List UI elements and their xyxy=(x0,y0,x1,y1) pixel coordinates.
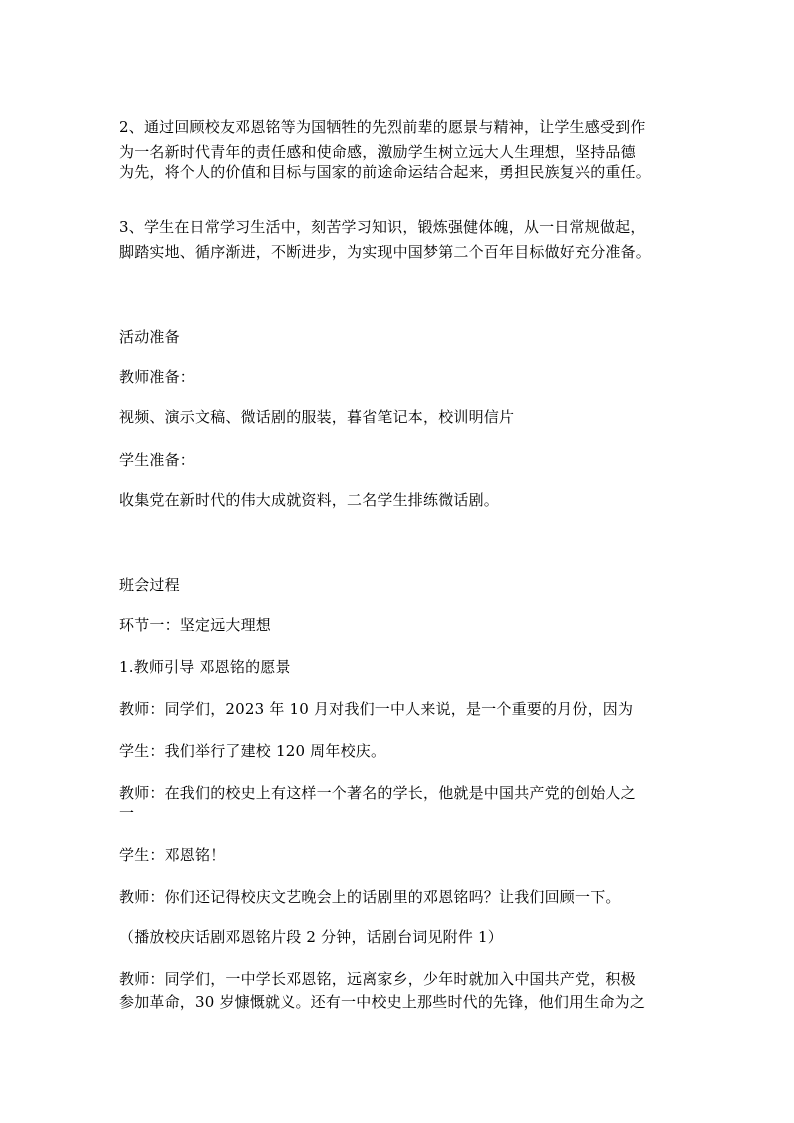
dialogue-teacher-3: 教师：你们还记得校庆文艺晚会上的话剧里的邓恩铭吗？让我们回顾一下。 xyxy=(119,888,621,906)
dialogue-student-2: 学生：邓恩铭！ xyxy=(119,846,226,864)
step-1-title: 1.教师引导 邓恩铭的愿景 xyxy=(119,658,291,676)
stage-direction: （播放校庆话剧邓恩铭片段 2 分钟，话剧台词见附件 1） xyxy=(119,928,503,946)
objective-2-line-2: 为一名新时代青年的责任感和使命感，激励学生树立远大人生理想，坚持品德 xyxy=(119,143,636,161)
section-1-title: 环节一：坚定远大理想 xyxy=(119,616,272,634)
student-preparation-label: 学生准备： xyxy=(119,451,196,469)
dialogue-teacher-2-line-1: 教师：在我们的校史上有这样一个著名的学长，他就是中国共产党的创始人之 xyxy=(119,784,636,802)
preparation-heading: 活动准备 xyxy=(119,328,180,346)
dialogue-teacher-4-line-2: 参加革命，30 岁慷慨就义。还有一中校史上那些时代的先锋，他们用生命为之 xyxy=(119,993,646,1011)
objective-2-line-3: 为先，将个人的价值和目标与国家的前途命运结合起来，勇担民族复兴的重任。 xyxy=(119,163,652,181)
objective-2-line-1: 2、通过回顾校友邓恩铭等为国牺牲的先烈前辈的愿景与精神，让学生感受到作 xyxy=(119,118,646,136)
objective-3-line-1: 3、学生在日常学习生活中，刻苦学习知识，锻炼强健体魄，从一日常规做起， xyxy=(119,218,646,236)
teacher-preparation-items: 视频、演示文稿、微话剧的服装，暮省笔记本，校训明信片 xyxy=(119,408,515,426)
process-heading: 班会过程 xyxy=(119,576,180,594)
dialogue-student-1: 学生：我们举行了建校 120 周年校庆。 xyxy=(119,742,387,760)
dialogue-teacher-1: 教师：同学们，2023 年 10 月对我们一中人来说，是一个重要的月份，因为 xyxy=(119,700,634,718)
teacher-preparation-label: 教师准备： xyxy=(119,368,196,386)
objective-3-line-2: 脚踏实地、循序渐进，不断进步，为实现中国梦第二个百年目标做好充分准备。 xyxy=(119,243,652,261)
dialogue-teacher-4-line-1: 教师：同学们，一中学长邓恩铭，远离家乡，少年时就加入中国共产党，积极 xyxy=(119,970,636,988)
dialogue-teacher-2-line-2: 一 xyxy=(119,804,135,822)
student-preparation-items: 收集党在新时代的伟大成就资料，二名学生排练微话剧。 xyxy=(119,491,500,509)
